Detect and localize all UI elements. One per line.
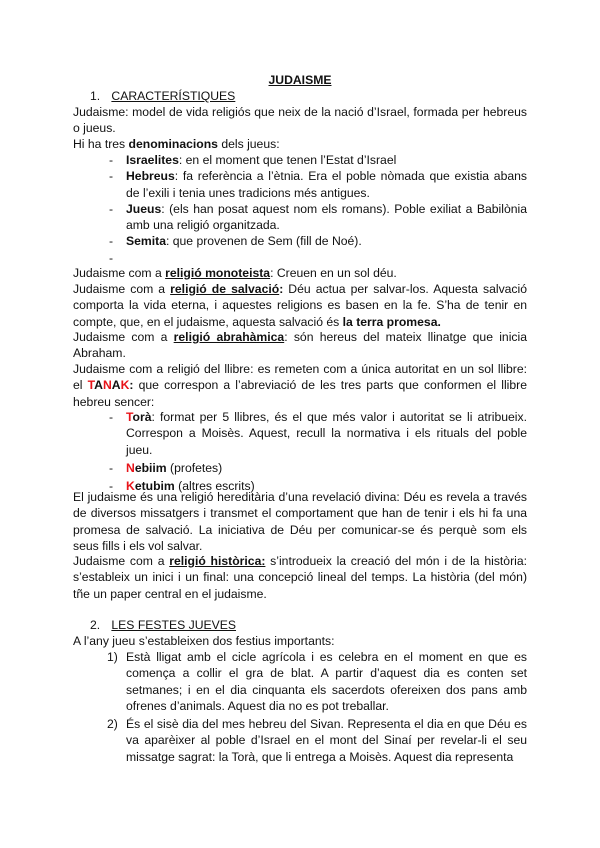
list-term: Semita: [126, 234, 166, 249]
book-desc: (profetes): [166, 460, 223, 475]
salvation-paragraph: [73, 281, 527, 330]
bold-term: denominacions: [128, 137, 218, 151]
text-span: dels jueus:: [217, 137, 280, 151]
list-desc: : en el moment que tenen l’Estat d’Israel: [178, 153, 397, 167]
dash-bullet: -: [109, 169, 114, 184]
intro-paragraph: Judaisme: model de vida religiós que neix de la nació d’Israel, formada per hebreus o jueus.: [73, 105, 527, 136]
list-item-empty: [73, 250, 527, 266]
text-span: s’introdueix la creació del món i de la història: s’estableix un inici i un final: una concepció lineal del temps. La història (del món) tñe un paper central en el judaisme.: [73, 554, 528, 601]
text-span: Judaisme com a: [73, 554, 170, 568]
denominations-list: [73, 152, 527, 266]
dash-bullet: -: [109, 460, 114, 475]
books-list: [73, 409, 527, 494]
text-span: Déu actua per salvar-los. Aquesta salvació comporta la vida eterna, i aquestes religions es basen en la fe. S’ha de tenir en compte, que, en el judaisme, aquesta salvació és: [73, 282, 528, 329]
list-item: [73, 409, 527, 458]
section-title: LES FESTES JUEVES: [111, 618, 237, 632]
dash-bullet: -: [109, 234, 114, 249]
section-title: CARACTERÍSTIQUES: [111, 89, 236, 103]
festival-item: [73, 716, 527, 765]
book-name: etubim: [134, 479, 175, 494]
tanak-letter: N: [102, 378, 112, 393]
book-initial: T: [126, 410, 133, 424]
list-term: Israelites: [126, 153, 179, 167]
list-term: Jueus: [126, 201, 162, 216]
tanak-letter: A: [111, 378, 121, 393]
festival-item: [73, 649, 527, 714]
list-item: [73, 152, 527, 168]
list-term: Hebreus: [126, 169, 175, 184]
hereditary-paragraph: El judaisme és una religió hereditària d’una revelació divina: Déu es revela a través de diversos missatgers i transmet el comportament que han de tenir i els hi fa una promesa de salvació. La iniciativa de Déu per comunicar-se és perquè som els seus fills i els vol salvar.: [73, 490, 527, 553]
item-text: És el sisè dia del mes hebreu del Sivan. Representa el dia en que Déu es va aparèixer al poble d’Israel en el mont del Sinaí per revelar-li el seu missatge sagrat: la Torà, que li entrega a Moisès. Aquest dia representa: [126, 717, 527, 764]
festivals-list: [73, 649, 527, 767]
abrahamic-paragraph: [73, 329, 527, 362]
book-religion-paragraph: [73, 361, 527, 410]
key-term: religió abrahàmica: [173, 330, 285, 344]
book-desc: (altres escrits): [174, 479, 255, 494]
dash-bullet: -: [109, 153, 114, 167]
tanak-letter: A: [94, 378, 103, 393]
key-term: religió històrica:: [169, 554, 266, 568]
dash-bullet: -: [109, 479, 114, 494]
list-desc: : fa referència a l’ètnia. Era el poble nòmada que existia abans de l’exili i tenia unes tradicions més antigues.: [126, 169, 527, 200]
text-span: : són hereus del mateix llinatge que inicia Abraham.: [73, 330, 527, 361]
text-span: Hi ha tres: [73, 137, 129, 151]
text-span: Judaisme com a: [73, 330, 174, 344]
bold-colon: :: [129, 378, 134, 393]
book-initial: K: [126, 479, 135, 494]
text-span: : Creuen en un sol déu.: [270, 266, 397, 280]
list-desc: : (els han posat aquest nom els romans). Poble exiliat a Babilònia amb una religió organitzada.: [126, 201, 527, 233]
dash-bullet: -: [109, 201, 114, 216]
item-text: Està lligat amb el cicle agrícola i es celebra en el moment en que es comença a collir el gra de blat. A partir d’aquest dia es conten set setmanes; i en el dia cinquanta els sacerdots ofereixen dos pans amb ofrenes d’animals. Aquest dia no es pot treballar.: [126, 650, 527, 713]
bold-colon: :: [279, 282, 284, 296]
denominations-intro: [73, 136, 527, 152]
text-span: Judaisme com a religió del llibre: es remeten com a única autoritat en un sol llibre: el: [73, 362, 527, 393]
bold-term: la terra promesa.: [342, 314, 441, 329]
book-desc: : format per 5 llibres, és el que més valor i autoritat se li atribueix. Correspon a Moisès. Aquest, recull la normativa i els rituals del poble jueu.: [126, 410, 527, 457]
dash-bullet: -: [109, 410, 114, 424]
item-number: 1): [107, 650, 118, 664]
monotheist-paragraph: [73, 265, 527, 281]
section-number: 2.: [90, 618, 101, 632]
key-term: religió de salvació: [170, 282, 280, 296]
tanak-letter: T: [87, 378, 95, 393]
historical-paragraph: [73, 553, 527, 602]
book-name: ebiim: [134, 460, 167, 475]
text-span: Judaisme com a: [73, 282, 171, 296]
list-item: [73, 460, 527, 476]
item-number: 2): [107, 717, 118, 732]
list-item: [73, 201, 527, 234]
document-title: JUDAISME: [268, 73, 332, 87]
list-item: [73, 168, 527, 201]
list-desc: : que provenen de Sem (fill de Noé).: [165, 234, 362, 249]
list-item: [73, 233, 527, 249]
book-name: orà: [132, 410, 152, 424]
book-initial: N: [126, 460, 135, 475]
text-span: que correspon a l’abreviació de les tres parts que conformen el llibre hebreu sencer:: [73, 378, 528, 409]
festivals-intro: A l’any jueu s’estableixen dos festius importants:: [73, 634, 335, 648]
dash-bullet: -: [109, 250, 114, 265]
section-number: 1.: [90, 89, 101, 103]
text-span: Judaisme com a: [73, 266, 166, 280]
key-term: religió monoteista: [165, 266, 271, 280]
tanak-letter: K: [120, 378, 130, 393]
section-1-heading: [90, 88, 235, 104]
section-2-heading: [90, 617, 236, 633]
